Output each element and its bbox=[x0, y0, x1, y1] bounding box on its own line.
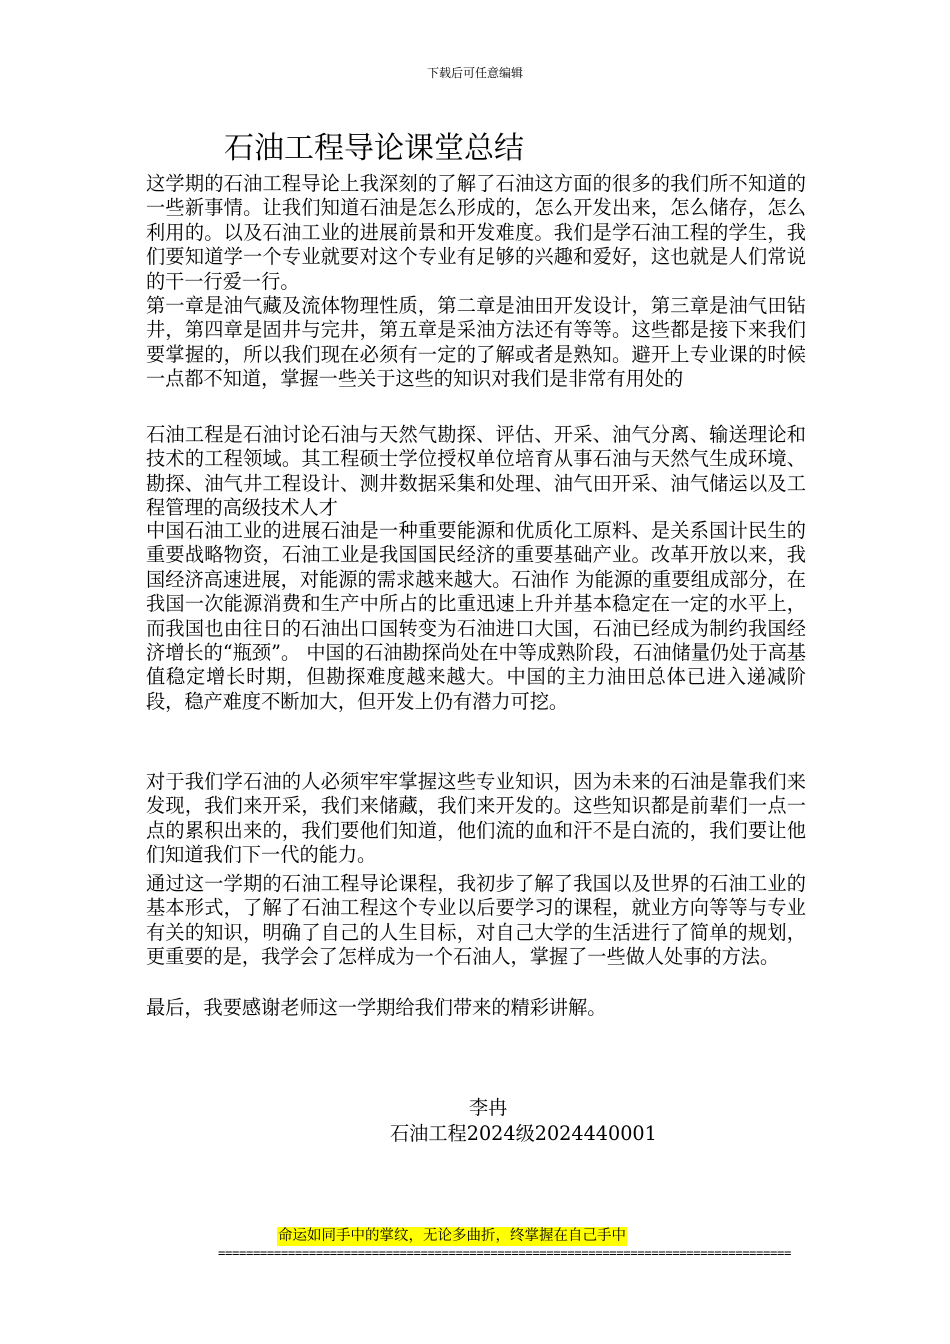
footer-motto: 命运如同手中的掌纹，无论多曲折，终掌握在自己手中 bbox=[278, 1228, 626, 1244]
paragraph-reflection: 通过这一学期的石油工程导论课程，我初步了解了我国以及世界的石油工业的基本形式，了解了石油工程这个专业以后要学习的课程，就业方向等等与专业有关的知识，明确了自己的人生目标，对自己大学的生活进行了简单的规划，更重要的是，我学会了怎样成为一个石油人，掌握了一些做人处事的方法。 bbox=[146, 872, 806, 969]
paragraph-china-industry: 中国石油工业的进展石油是一种重要能源和优质化工原料、是关系国计民生的重要战略物资，石油工业是我国国民经济的重要基础产业。改革开放以来，我国经济高速进展，对能源的需求越来越大。石油作 为能源的重要组成部分，在我国一次能源消费和生产中所占的比重迅速上升并基本稳定在一定的水平上，而我国也由往日的石油出口国转变为石油进口大国，石油已经成为制约我国经济增长的“瓶颈”。 中国的石油勘探尚处在中等成熟阶段，石油储量仍处于高基值稳定增长时期，但勘探难度越来越大。中国的主力油田总体已进入递减阶段，稳产难度不断加大，但开发上仍有潜力可挖。 bbox=[146, 519, 806, 713]
paragraph-responsibility: 对于我们学石油的人必须牢牢掌握这些专业知识，因为未来的石油是靠我们来发现，我们来开采，我们来储藏，我们来开发的。这些知识都是前辈们一点一点的累积出来的，我们要他们知道，他们流的血和汗不是白流的，我们要让他们知道我们下一代的能力。 bbox=[146, 770, 806, 867]
paragraph-thanks: 最后，我要感谢老师这一学期给我们带来的精彩讲解。 bbox=[146, 996, 607, 1019]
author-name: 李冉 bbox=[469, 1096, 508, 1119]
author-info: 石油工程2024级2024440001 bbox=[390, 1122, 657, 1145]
paragraph-intro: 这学期的石油工程导论上我深刻的了解了石油这方面的很多的我们所不知道的一些新事情。让我们知道石油是怎么形成的，怎么开发出来，怎么储存，怎么利用的。以及石油工业的进展前景和开发难度。我们是学石油工程的学生，我们要知道学一个专业就要对这个专业有足够的兴趣和爱好，这也就是人们常说的干一行爱一行。 bbox=[146, 172, 806, 293]
paragraph-definition: 石油工程是石油讨论石油与天然气勘探、评估、开采、油气分离、输送理论和技术的工程领域。其工程硕士学位授权单位培育从事石油与天然气生成环境、勘探、油气井工程设计、测井数据采集和处理、油气田开采、油气储运以及工程管理的高级技术人才 bbox=[146, 423, 806, 520]
paragraph-chapters: 第一章是油气藏及流体物理性质，第二章是油田开发设计，第三章是油气田钻井，第四章是固井与完井，第五章是采油方法还有等等。这些都是接下来我们要掌握的，所以我们现在必须有一定的了解或者是熟知。避开上专业课的时候一点都不知道，掌握一些关于这些的知识对我们是非常有用处的 bbox=[146, 294, 806, 391]
header-note: 下载后可任意编辑 bbox=[426, 66, 523, 80]
footer-divider: ================================================================================== bbox=[218, 1246, 791, 1260]
document-title: 石油工程导论课堂总结 bbox=[224, 131, 524, 166]
